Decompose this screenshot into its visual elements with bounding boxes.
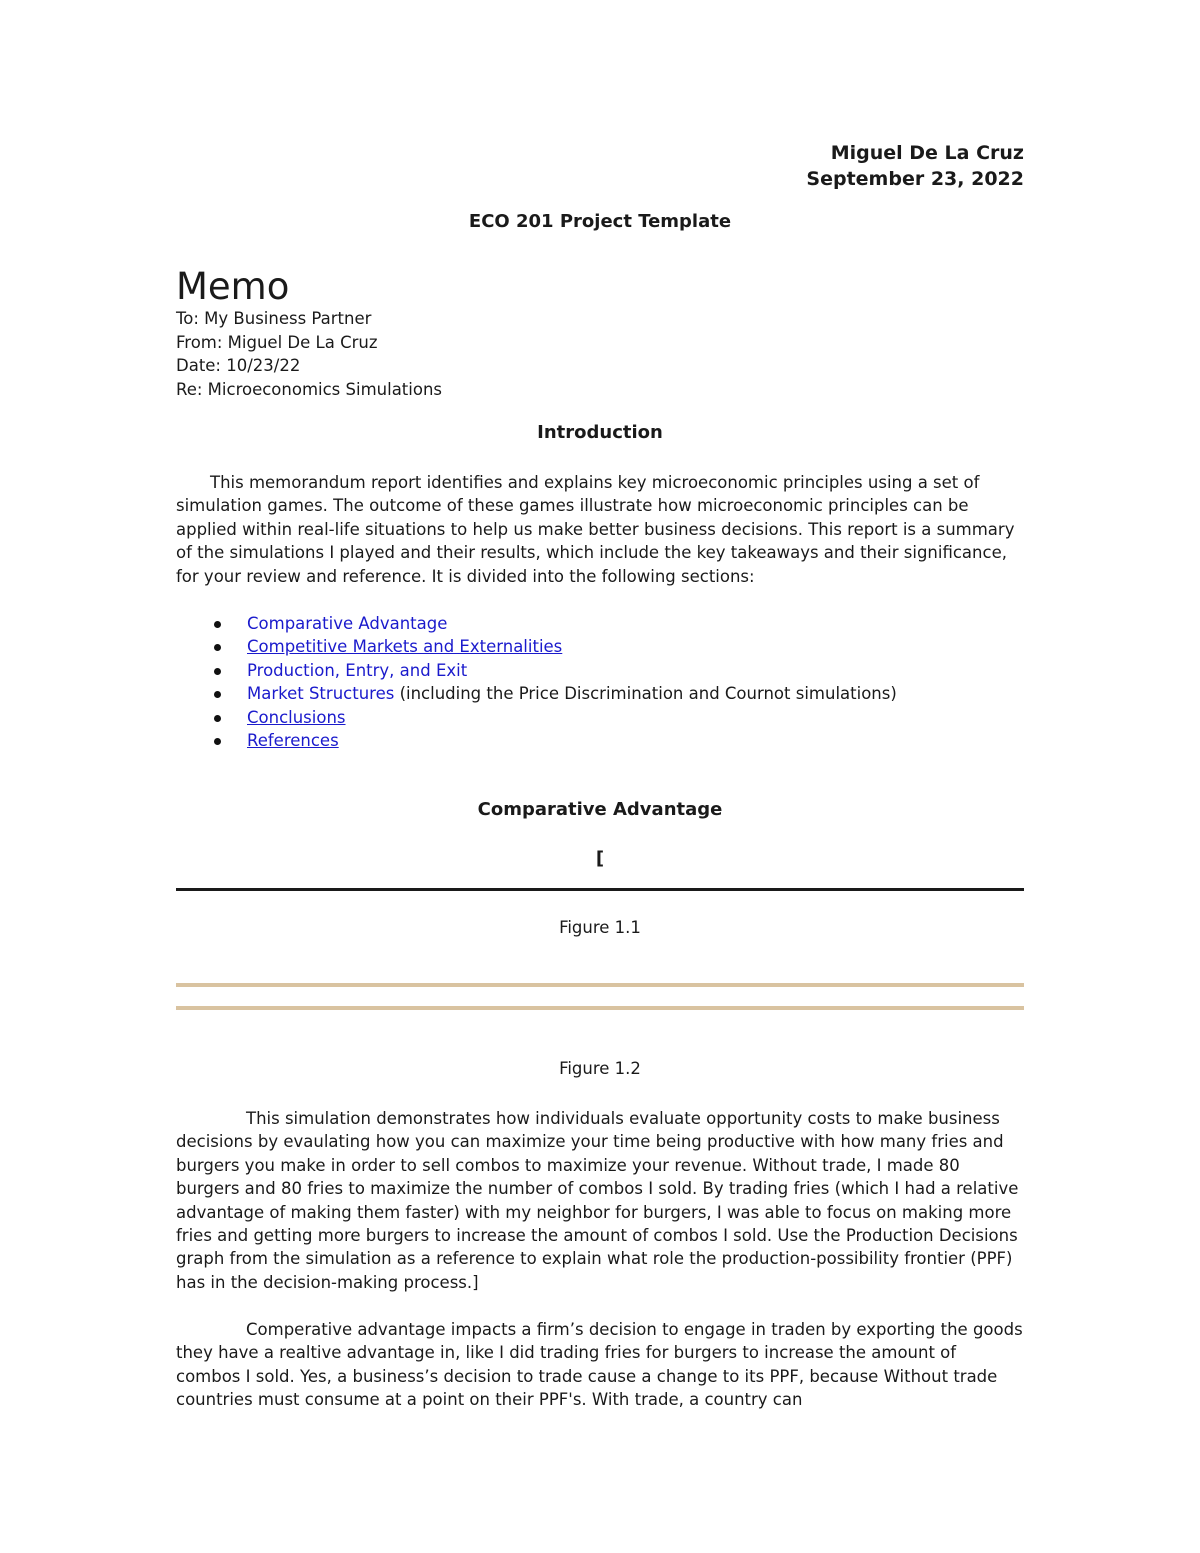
link-comparative-advantage[interactable]: Comparative Advantage [247,614,448,633]
figure-1-2-line-bottom [176,1006,1024,1010]
comparative-advantage-heading: Comparative Advantage [477,799,723,820]
section-list [176,612,897,752]
simulation-paragraph: This simulation demonstrates how individuals evaluate opportunity costs to make business decisions by evaulating how you can maximize your time being productive with how many fries and burgers you make in order to sell combos to maximize your revenue. Without trade, I made 80 burgers and 80 fries to maximize the number of combos I sold. By trading fries (which I had a relative advantage of making them faster) with my neighbor for burgers, I was able to focus on making more fries and getting more burgers to increase the amount of combos I sold. Use the Production Decisions graph from the simulation as a reference to explain what role the production-possibility frontier (PPF) has in the decision-making process.] [176,1109,1019,1292]
author-name: Miguel De La Cruz [830,142,1024,164]
project-title: ECO 201 Project Template [468,211,732,232]
bullet-icon [214,668,221,675]
document-date: September 23, 2022 [806,168,1024,190]
list-item [176,659,897,682]
market-structures-note: (including the Price Discrimination and Cournot simulations) [394,684,897,704]
link-competitive-markets[interactable]: Competitive Markets and Externalities [247,637,563,657]
list-item [176,682,897,705]
list-item [176,729,897,752]
memo-re: Re: Microeconomics Simulations [176,379,443,399]
memo-date: Date: 10/23/22 [176,356,301,375]
figure-1-1-line [176,888,1024,891]
bullet-icon [214,644,221,651]
memo-header-lines [176,307,442,401]
list-item [176,612,897,635]
author-block [806,140,1024,192]
link-references[interactable]: References [247,731,339,751]
list-item [176,635,897,658]
memo-to: To: My Business Partner [176,309,372,328]
figure-1-2-caption: Figure 1.2 [559,1059,641,1078]
memo-from: From: Miguel De La Cruz [176,332,378,352]
bullet-icon [214,691,221,698]
link-conclusions[interactable]: Conclusions [247,707,346,727]
bullet-icon [214,738,221,745]
memo-heading: Memo [176,265,290,308]
bullet-icon [214,621,221,628]
introduction-heading: Introduction [537,422,663,443]
link-market-structures[interactable]: Market Structures [247,684,395,704]
link-production-entry-exit[interactable]: Production, Entry, and Exit [247,660,468,680]
comparative-advantage-paragraph: Comperative advantage impacts a firm’s decision to engage in traden by exporting the goods they have a realtive advantage in, like I did trading fries for burgers to increase the amount of combos I sold. Yes, a business’s decision to trade cause a change to its PPF, because Without trade countries must consume at a point on their PPF's. With trade, a country can [176,1320,1023,1410]
list-item [176,706,897,729]
figure-1-2-line-top [176,983,1024,987]
figure-1-1-caption: Figure 1.1 [559,918,641,937]
bullet-icon [214,715,221,722]
open-bracket: [ [595,848,605,869]
introduction-paragraph: This memorandum report identifies and explains key microeconomic principles using a set of simulation games. The outcome of these games illustrate how microeconomic principles can be applied within real-life situations to help us make better business decisions. This report is a summary of the simulations I played and their results, which include the key takeaways and their significance, for your review and reference. It is divided into the following sections: [176,473,1015,586]
